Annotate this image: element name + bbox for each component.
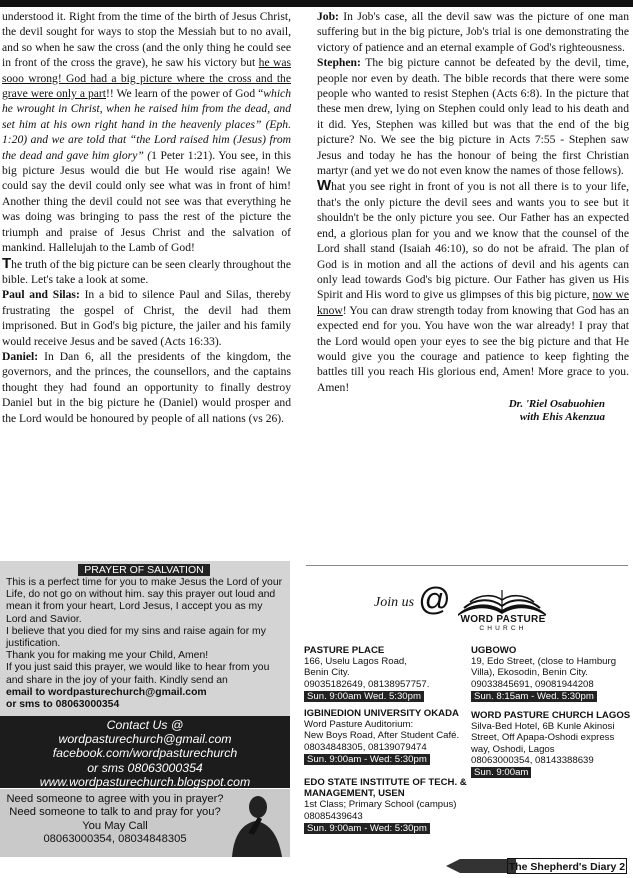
logo-church-subtitle: CHURCH: [479, 625, 527, 632]
branch-name: UGBOWO: [471, 645, 517, 656]
author-signature: [317, 398, 629, 424]
branch-address: New Boys Road, After Student Café.: [304, 730, 460, 742]
branch-city: Villa), Ekosodin, Benin City.: [471, 667, 588, 679]
branch-phone: 08085439643: [304, 810, 363, 822]
svg-text:@: @: [418, 583, 450, 615]
branch-phone: 08034848305, 08139079474: [304, 741, 427, 753]
salvation-body: [6, 577, 286, 711]
agree-line-2: Need someone to talk to and pray for you?: [9, 806, 221, 819]
branch-pasture-place: [304, 645, 464, 702]
contact-email: wordpasturechurch@gmail.com: [58, 732, 232, 747]
service-time-badge: Sun. 9:00am: [471, 767, 531, 778]
salvation-title: PRAYER OF SALVATION: [78, 564, 210, 576]
divider-line: [306, 565, 628, 566]
service-time-badge: Sun. 9:00am Wed. 5:30pm: [304, 691, 424, 702]
right-paragraph-what-you-see: What you see right in front of you is not all there is to your life, that's the only picture the devil sees and wants you to see but it shouldn't be the only picture you see. Our Father has an expected end, a glorious plan for you and we know that the counsel of the Lord shall stand (Isaiah 46:10), so do not be afraid. The plan of God is in motion and all the actions of devil and his agents can only lead towards God's big picture. Our Father has given us His Spirit and His word to give us glimpses of this big picture, now we know! You can draw strength today from knowing that God has an expected end for you. You have won the war already! I pray that the Lord would open your eyes to see the big picture and that He would give you the courage and patience to keep fighting the battles till you reach His glorious end, Amen! More grace to you. Amen!: [317, 177, 630, 394]
service-time-badge: Sun. 8:15am - Wed. 5:30pm: [471, 691, 597, 702]
salvation-text-4: If you just said this prayer, we would like to hear from you and share in the joy of your faith. Kindly send an: [6, 662, 270, 686]
salvation-email: email to wordpasturechurch@gmail.com: [6, 686, 207, 698]
salvation-text-1: This is a perfect time for you to make Jesus the Lord of your Life, do not go on without him. say this prayer out loud and mean it from your heart, Lord Jesus, I accept you as my Lord and Savior.: [6, 577, 283, 625]
footer-page-label: The Shepherd's Diary 2: [507, 858, 627, 874]
branch-phone: 09035182649, 08138957757.: [304, 678, 430, 690]
branch-phone: 09033845691, 09081944208: [471, 678, 594, 690]
branch-igbinedion: [304, 708, 468, 765]
logo-church-name: WORD PASTURE: [460, 614, 546, 625]
branch-name: WORD PASTURE CHURCH LAGOS: [471, 710, 631, 721]
branch-lagos: [471, 710, 631, 778]
branch-venue: Word Pasture Auditorium:: [304, 719, 414, 731]
join-us-label: Join us: [374, 595, 415, 610]
service-time-badge: Sun. 9:00am - Wed: 5:30pm: [304, 754, 430, 765]
left-paragraph-daniel: Daniel: In Dan 6, all the presidents of the kingdom, the governors, and the princes, the counsellors, and the captains thought they had found an opportunity to finally destroy Daniel but in the big picture he (Daniel) would prosper and the Lord would be honoured by people of all nations (vs 26).: [2, 349, 291, 425]
contact-heading: Contact Us @: [106, 718, 184, 732]
salvation-text-3: Thank you for making me your Child, Amen!: [6, 650, 209, 662]
contact-sms: or sms 08063000354: [87, 760, 203, 775]
salvation-sms: or sms to 08063000354: [6, 699, 120, 711]
co-author-name: with Ehis Akenzua: [519, 411, 605, 424]
right-article-column: [317, 9, 629, 424]
service-time-badge: Sun. 9:00am - Wed: 5:30pm: [304, 823, 430, 834]
contact-box: [0, 716, 290, 788]
left-paragraph-1: understood it. Right from the time of the birth of Jesus Christ, the devil sought for ways to stop the Messiah but to no avail, and so when he saw the cross (and the only thing he could see in front of the cross the grave), he saw his victory but he was sooo wrong! God had a big picture where the cross and the grave were only a part!! We learn of the power of God “which he wrought in Christ, when he raised him from the dead, and set him at his own right hand in the heavenly places” (Eph. 1:20) and we are told that “the Lord raised him (Jesus) from the dead and gave him glory” (1 Peter 1:21). You see, in this big picture Jesus would die but He would rise again! We could say the devil could only see what was in front of him! Another thing the devil could not see was that everything he was doing was bringing to pass the rest of the picture the triumph and praise of Jesus Christ and the salvation of mankind. Hallelujah to the Lamb of God!: [2, 10, 291, 255]
contact-facebook: facebook.com/wordpasturechurch: [52, 746, 238, 761]
branch-address: Silva-Bed Hotel, 6B Kunle Akinosi: [471, 721, 615, 733]
left-paragraph-paul-silas: Paul and Silas: In a bid to silence Paul and Silas, thereby frustrating the gospel of Christ, the devil had them imprisoned. But in God's big picture, the jailer and his family would receive Jesus and be saved (Acts 16:33).: [2, 288, 291, 348]
contact-blog: www.wordpasturechurch.blogspot.com: [39, 774, 251, 789]
footer-arrow-icon: [446, 859, 516, 873]
branch-name: IGBINEDION UNIVERSITY OKADA: [304, 708, 459, 719]
left-article-column: [2, 9, 291, 426]
salvation-text-2: I believe that you died for my sins and raise again for my justification.: [6, 625, 266, 650]
branch-name: EDO STATE INSTITUTE OF TECH. & MANAGEMENT, USEN: [304, 777, 467, 800]
branch-edo-institute: [304, 777, 469, 834]
agree-line-3: You May Call: [82, 819, 148, 832]
branch-name: PASTURE PLACE: [304, 645, 385, 656]
praying-person-icon: [222, 793, 286, 857]
branch-phone: 08063000354, 08143388639: [471, 754, 594, 766]
author-name: Dr. 'Riel Osabuohien: [508, 398, 605, 411]
branch-city: Benin City.: [304, 667, 350, 679]
top-bar: [0, 0, 633, 7]
branch-city: way, Oshodi, Lagos: [471, 743, 555, 755]
right-paragraph-stephen: Stephen: The big picture cannot be defeated by the devil, time, people nor even by death. The bible records that there were some people who wanted to resist Stephen (Acts 6:8). In the picture that these men drew, lying on Stephen could only lead to his death and it did. Yes, Stephen was killed but was that the end of the big picture? No. We see the big picture in Acts 7:55 - Stephen saw Jesus and today he has the honour of being the first Christian martyr (and yet we do not even know the names of those fellows).: [317, 56, 629, 178]
branch-address: 1st Class; Primary School (campus): [304, 799, 457, 811]
branch-address: 166, Uselu Lagos Road,: [304, 656, 407, 668]
at-sign-icon: [418, 583, 450, 615]
branch-ugbowo: [471, 645, 631, 702]
branch-address: 19, Edo Street, (close to Hamburg: [471, 656, 617, 668]
agree-phone-numbers: 08063000354, 08034848305: [43, 832, 187, 845]
left-paragraph-2: The truth of the big picture can be seen clearly throughout the bible. Let's take a look at some.: [2, 254, 291, 286]
prayer-support-text: [6, 793, 224, 846]
branch-address-2: Street, Off Apapa-Oshodi express: [471, 732, 615, 744]
agree-line-1: Need someone to agree with you in prayer?: [6, 793, 224, 805]
right-paragraph-job: Job: In Job's case, all the devil saw was the picture of one man suffering but in the big picture, Job's trial is one demonstrating the victory of patience and an eternal example of God's righteousness.: [317, 10, 629, 54]
